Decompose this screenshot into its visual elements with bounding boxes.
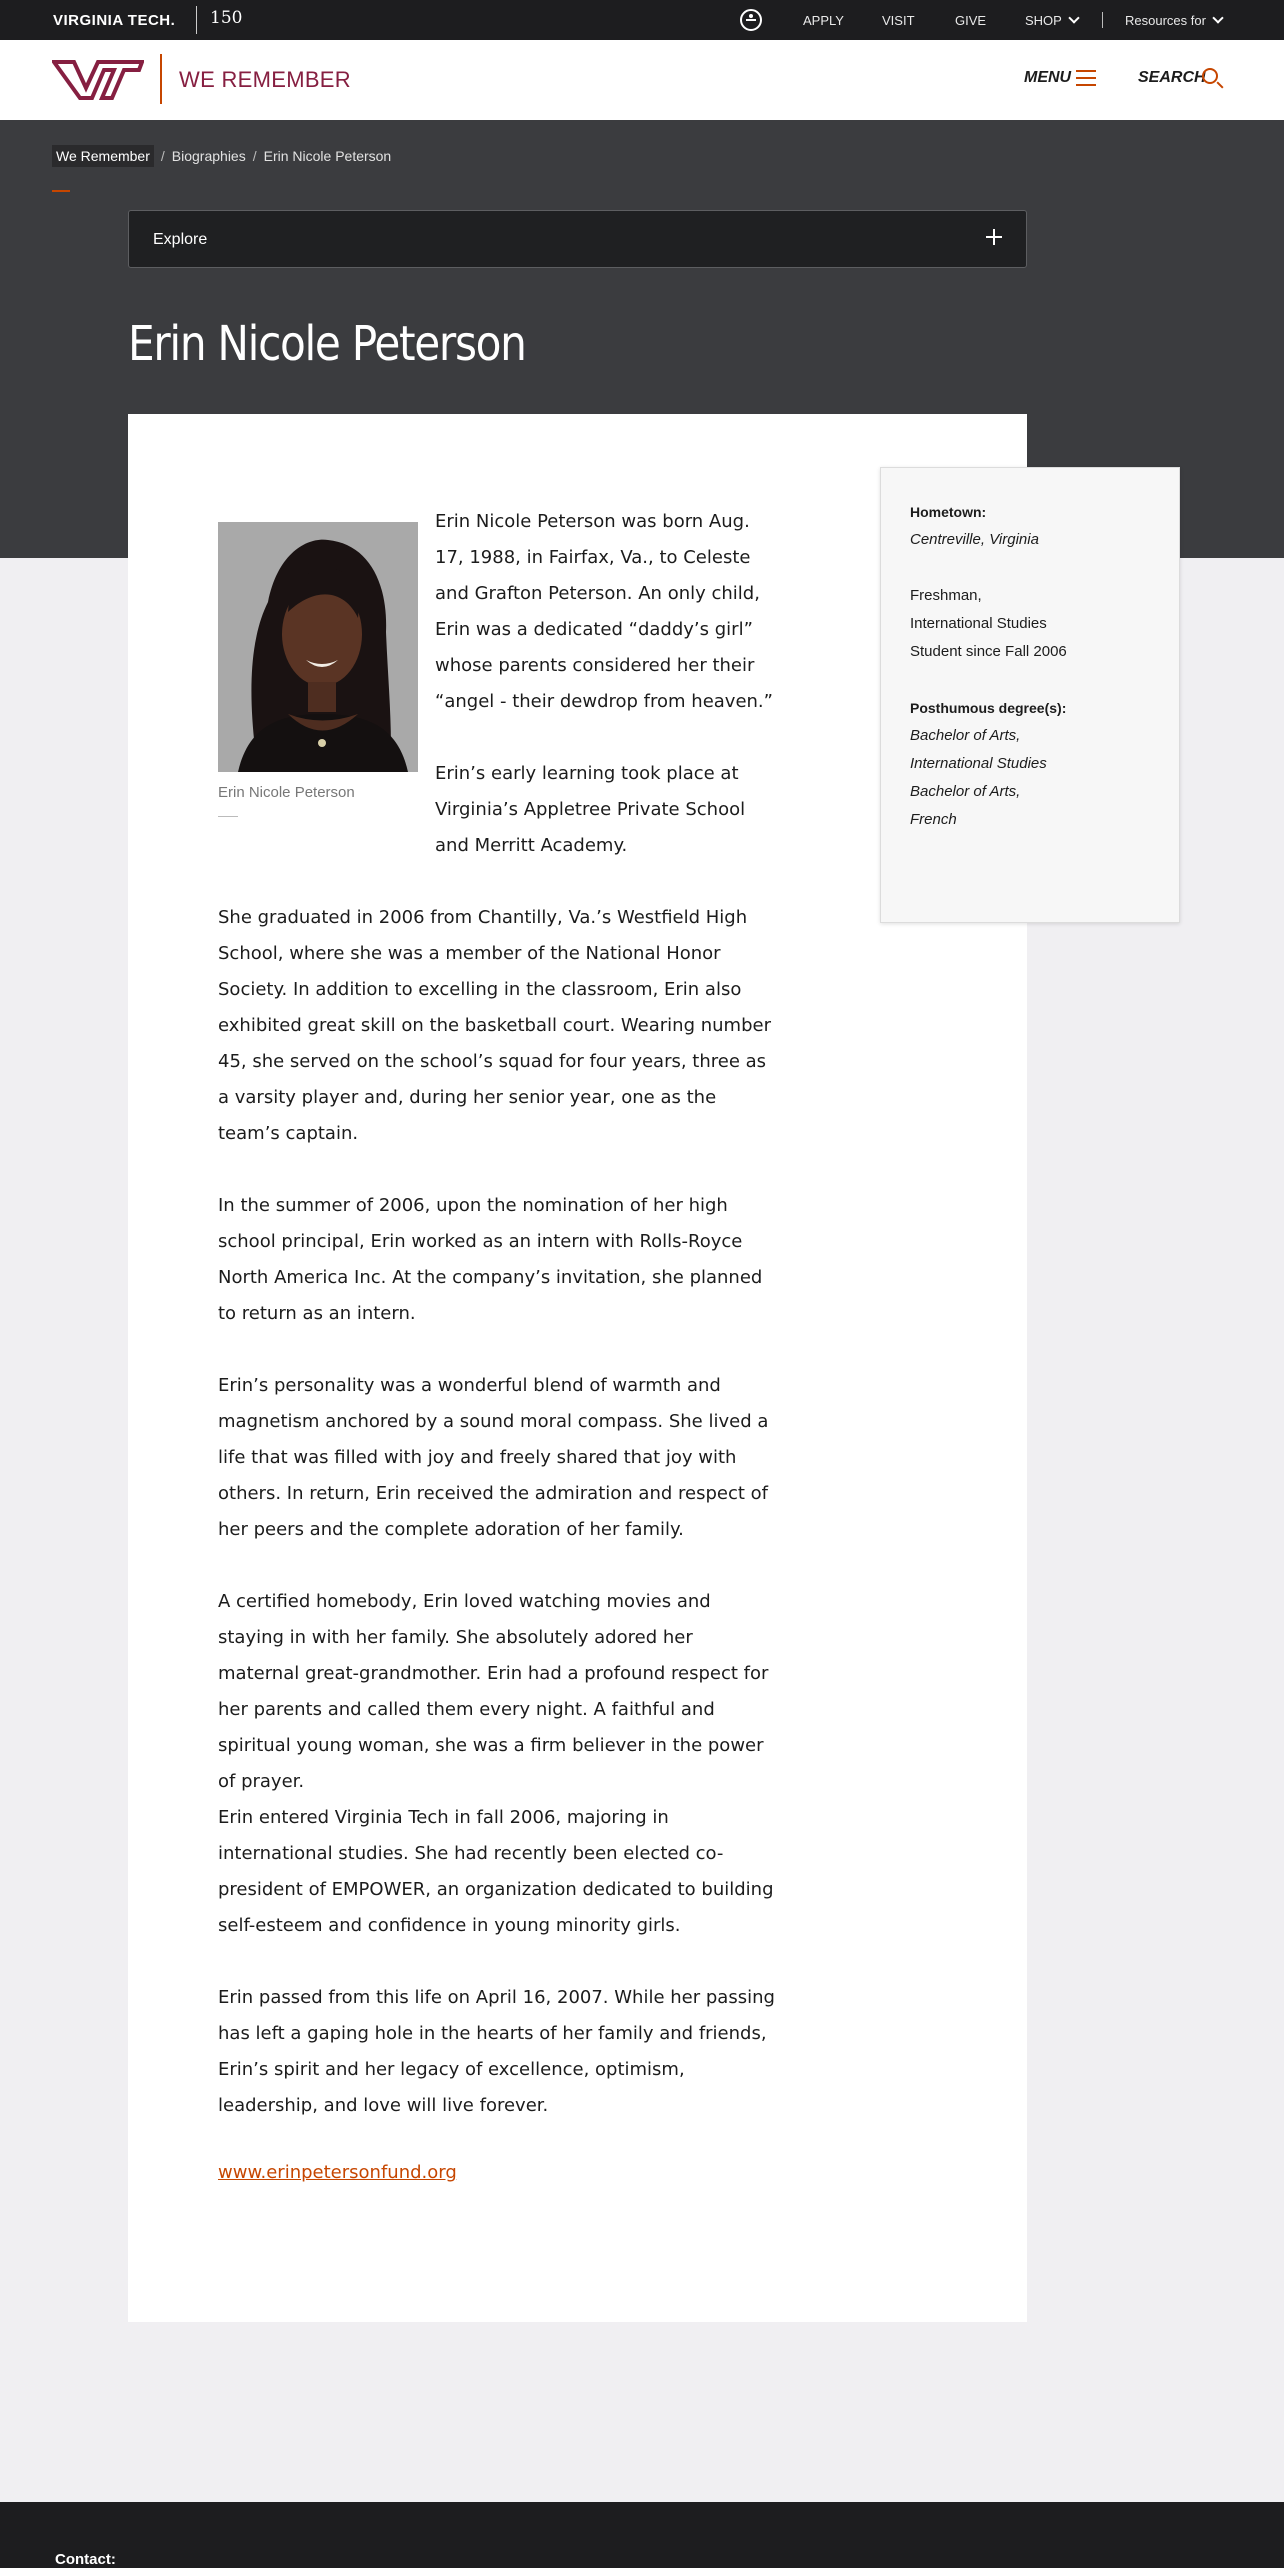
site-header — [0, 40, 1284, 120]
photo-caption: Erin Nicole Peterson — [218, 784, 355, 801]
nav-apply[interactable]: APPLY — [803, 13, 844, 28]
page-title: Erin Nicole Peterson — [128, 316, 526, 372]
class-value: Freshman, — [910, 587, 982, 604]
nav-visit[interactable]: VISIT — [882, 13, 915, 28]
breadcrumb-we-remember[interactable]: We Remember — [52, 145, 154, 167]
chevron-down-icon — [1068, 12, 1079, 23]
explore-label: Explore — [153, 231, 208, 248]
degree-value: Bachelor of Arts, — [910, 727, 1021, 744]
breadcrumb-separator: / — [252, 148, 257, 164]
site-title[interactable]: WE REMEMBER — [179, 67, 351, 92]
bio-paragraph: A certified homebody, Erin loved watching movies and staying in with her family. She absolutely adored her maternal great-grandmother. Erin had a profound respect for her parents and called them every night. A faithful and spiritual young woman, she was a firm believer in the power of prayer. — [218, 1591, 769, 1792]
footer-contact-label: Contact: — [55, 2551, 116, 2568]
bio-paragraph: Erin’s early learning took place at Virginia’s Appletree Private School and Merritt Academy. — [435, 763, 746, 856]
virginia-tech-wordmark[interactable]: VIRGINIA TECH. — [53, 12, 176, 29]
portrait-image — [218, 522, 418, 772]
bio-paragraph: Erin Nicole Peterson was born Aug. 17, 1988, in Fairfax, Va., to Celeste and Grafton Peterson. An only child, Erin was a dedicated “daddy’s girl” whose parents considered her their “angel - their dewdrop from heaven.” — [435, 511, 773, 712]
nav-divider — [1102, 12, 1103, 28]
breadcrumb-biographies[interactable]: Biographies — [171, 148, 246, 164]
chevron-down-icon — [1212, 12, 1223, 23]
vt-logo-icon[interactable] — [52, 58, 144, 102]
breadcrumb-current: Erin Nicole Peterson — [263, 148, 392, 164]
nav-give[interactable]: GIVE — [955, 13, 987, 28]
nav-shop-label: SHOP — [1025, 13, 1062, 28]
bio-paragraph: Erin passed from this life on April 16, 2007. While her passing has left a gaping hole in the hearts of her family and friends, Erin’s spirit and her legacy of excellence, optimism, leadership, and love will live forever. — [218, 1987, 775, 2116]
search-button[interactable]: SEARCH — [1138, 69, 1206, 86]
search-icon[interactable] — [1202, 68, 1218, 84]
degree-value: French — [910, 811, 957, 828]
breadcrumb — [52, 148, 391, 164]
bio-paragraph: She graduated in 2006 from Chantilly, Va.’s Westfield High School, where she was a member of the National Honor Society. In addition to excelling in the classroom, Erin also exhibited great skill on the basketball court. Wearing number 45, she served on the school’s squad for four years, three as a varsity player and, during her senior year, one as the team’s captain. — [218, 907, 771, 1144]
student-since-value: Student since Fall 2006 — [910, 643, 1067, 660]
hometown-value: Centreville, Virginia — [910, 531, 1039, 548]
site-footer — [0, 2502, 1284, 2568]
portrait-photo — [218, 522, 418, 772]
utility-bar — [0, 0, 1284, 40]
accessibility-icon[interactable] — [740, 9, 762, 31]
hometown-label: Hometown: — [910, 504, 987, 520]
nav-resources-for[interactable] — [1125, 13, 1222, 28]
bio-paragraph: Erin entered Virginia Tech in fall 2006, majoring in international studies. She had recently been elected co-president of EMPOWER, an organization dedicated to building self-esteem and confidence in young minority girls. — [218, 1807, 774, 1936]
bio-paragraph: In the summer of 2006, upon the nomination of her high school principal, Erin worked as an intern with Rolls-Royce North America Inc. At the company’s invitation, she planned to return as an intern. — [218, 1195, 763, 1324]
major-value: International Studies — [910, 615, 1047, 632]
sesquicentennial-logo[interactable]: 150 — [210, 8, 243, 28]
header-divider — [160, 54, 162, 104]
breadcrumb-separator: / — [160, 148, 165, 164]
breadcrumb-accent-rule — [52, 190, 70, 192]
facts-sidebar — [880, 467, 1180, 923]
bio-paragraph: Erin’s personality was a wonderful blend of warmth and magnetism anchored by a sound moral compass. She lived a life that was filled with joy and freely shared that joy with others. In return, Erin received the admiration and respect of her peers and the complete adoration of her family. — [218, 1375, 769, 1540]
brand-divider — [196, 6, 197, 34]
fund-website-link[interactable]: www.erinpetersonfund.org — [218, 2162, 457, 2183]
degree-label: Posthumous degree(s): — [910, 700, 1067, 716]
menu-button[interactable]: MENU — [1024, 69, 1072, 86]
caption-rule — [218, 816, 238, 817]
degree-value: International Studies — [910, 755, 1047, 772]
nav-resources-label: Resources for — [1125, 13, 1206, 28]
explore-toggle[interactable] — [128, 210, 1027, 268]
plus-icon — [986, 229, 1002, 245]
nav-shop[interactable] — [1025, 13, 1078, 28]
degree-value: Bachelor of Arts, — [910, 783, 1021, 800]
hamburger-menu-icon[interactable] — [1076, 70, 1096, 86]
